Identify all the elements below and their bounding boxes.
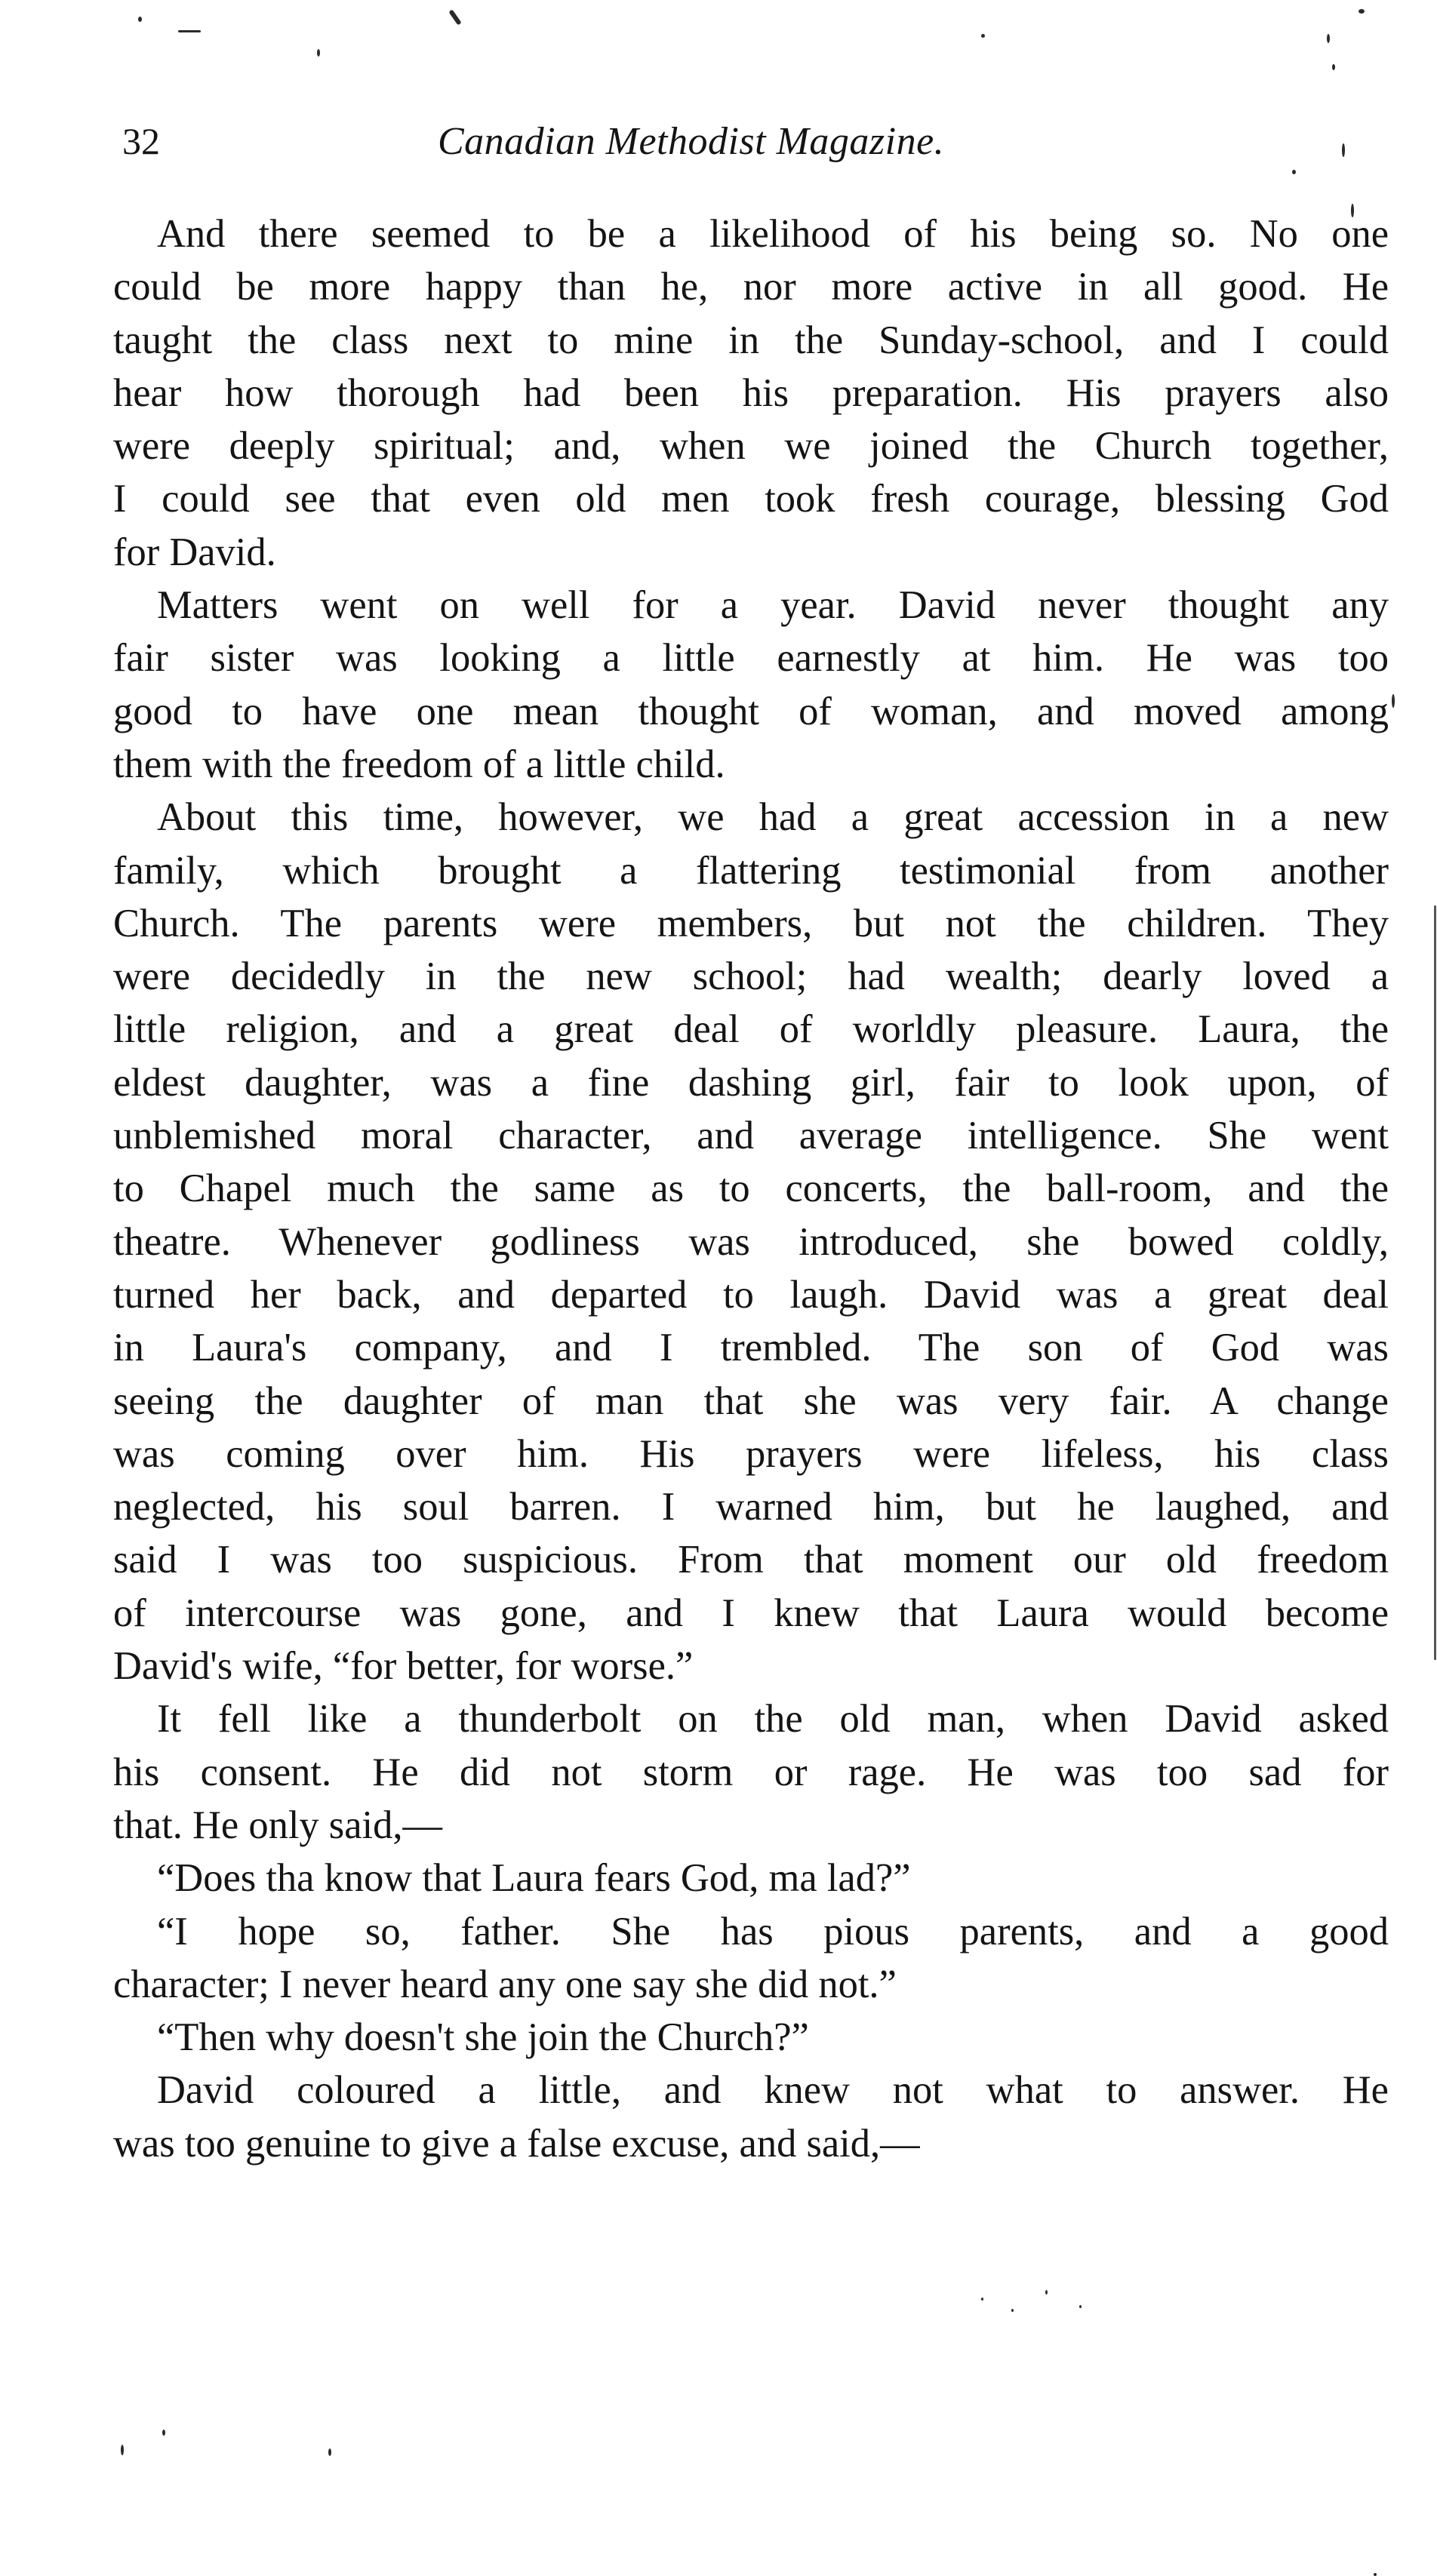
text-line: little religion, and a great deal of worldly pleasure. Laura, the <box>113 1007 1389 1052</box>
text-line: It fell like a thunderbolt on the old man, when David asked <box>157 1697 1389 1741</box>
text-line: theatre. Whenever godliness was introduced, she bowed coldly, <box>113 1219 1389 1264</box>
scan-speck <box>1327 34 1330 43</box>
text-line: “I hope so, father. She has pious parents, and a good <box>157 1909 1389 1954</box>
scan-speck <box>317 49 320 57</box>
text-line: Church. The parents were members, but not the children. They <box>113 901 1389 945</box>
text-line: family, which brought a flattering testimonial from another <box>113 848 1389 893</box>
text-line: were deeply spiritual; and, when we joined the Church together, <box>113 424 1389 469</box>
text-line: “Then why doesn't she join the Church?” <box>157 2015 809 2060</box>
text-line: And there seemed to be a likelihood of his being so. No one <box>157 212 1389 256</box>
scan-speck <box>1045 2290 1048 2295</box>
scan-speck <box>1392 694 1395 708</box>
text-line: good to have one mean thought of woman, and moved among <box>113 689 1389 733</box>
text-line: his consent. He did not storm or rage. He was too sad for <box>113 1750 1389 1794</box>
text-line: About this time, however, we had a great accession in a new <box>157 795 1389 840</box>
scan-speck <box>1434 905 1436 1660</box>
scan-speck <box>981 2298 983 2301</box>
scan-speck <box>162 2430 165 2436</box>
text-line: character; I never heard any one say she did not.” <box>113 1962 897 2006</box>
paragraph <box>113 1852 1389 1904</box>
text-line: that. He only said,— <box>113 1803 442 1847</box>
paragraph <box>113 1692 1389 1852</box>
text-line: said I was too suspicious. From that moment our old freedom <box>113 1538 1389 1582</box>
text-line: fair sister was looking a little earnestly at him. He was too <box>113 636 1389 681</box>
text-line: David coloured a little, and knew not what to answer. He <box>157 2068 1389 2113</box>
page-number: 32 <box>122 120 160 162</box>
text-line: neglected, his soul barren. I warned him, but he laughed, and <box>113 1485 1389 1529</box>
paragraph <box>113 2064 1389 2170</box>
text-line: seeing the daughter of man that she was very fair. A change <box>113 1379 1389 1423</box>
scan-speck <box>1374 2573 1377 2576</box>
text-line: eldest daughter, was a fine dashing girl, fair to look upon, of <box>113 1060 1389 1105</box>
text-line: Matters went on well for a year. David never thought any <box>157 583 1389 628</box>
scan-speck <box>1079 2305 1082 2308</box>
scan-speck <box>448 9 462 25</box>
scan-speck <box>1332 64 1335 70</box>
scan-speck <box>1011 2309 1014 2312</box>
text-line: to Chapel much the same as to concerts, the ball-room, and the <box>113 1167 1389 1211</box>
text-line: “Does tha know that Laura fears God, ma lad?” <box>157 1856 911 1901</box>
text-line: turned her back, and departed to laugh. David was a great deal <box>113 1272 1389 1317</box>
text-line: David's wife, “for better, for worse.” <box>113 1644 694 1689</box>
paragraph <box>113 791 1389 1692</box>
scan-speck <box>138 17 142 22</box>
scan-speck <box>121 2445 124 2455</box>
text-line: was too genuine to give a false excuse, and said,— <box>113 2121 920 2166</box>
paragraph <box>113 207 1389 579</box>
scan-speck <box>981 34 985 38</box>
text-line: I could see that even old men took fresh courage, blessing God <box>113 477 1389 521</box>
paragraph <box>113 1905 1389 2012</box>
text-line: was coming over him. His prayers were lifeless, his class <box>113 1431 1389 1476</box>
text-line: could be more happy than he, nor more active in all good. He <box>113 265 1389 309</box>
paragraph <box>113 579 1389 791</box>
scan-speck <box>178 30 201 32</box>
text-line: taught the class next to mine in the Sunday-school, and I could <box>113 318 1389 362</box>
paragraph <box>113 2011 1389 2064</box>
text-line: in Laura's company, and I trembled. The son of God was <box>113 1326 1389 1370</box>
text-line: were decidedly in the new school; had wealth; dearly loved a <box>113 954 1389 999</box>
text-line: unblemished moral character, and average intelligence. She went <box>113 1114 1389 1158</box>
running-head: Canadian Methodist Magazine. <box>438 120 945 163</box>
text-line: hear how thorough had been his preparation. His prayers also <box>113 370 1389 415</box>
scan-speck <box>1359 9 1365 14</box>
body-text <box>113 207 1389 2170</box>
scan-speck <box>328 2448 331 2456</box>
text-line: for David. <box>113 530 276 574</box>
text-line: of intercourse was gone, and I knew that Laura would become <box>113 1591 1389 1635</box>
page-header <box>113 113 1351 196</box>
text-line: them with the freedom of a little child. <box>113 742 725 786</box>
